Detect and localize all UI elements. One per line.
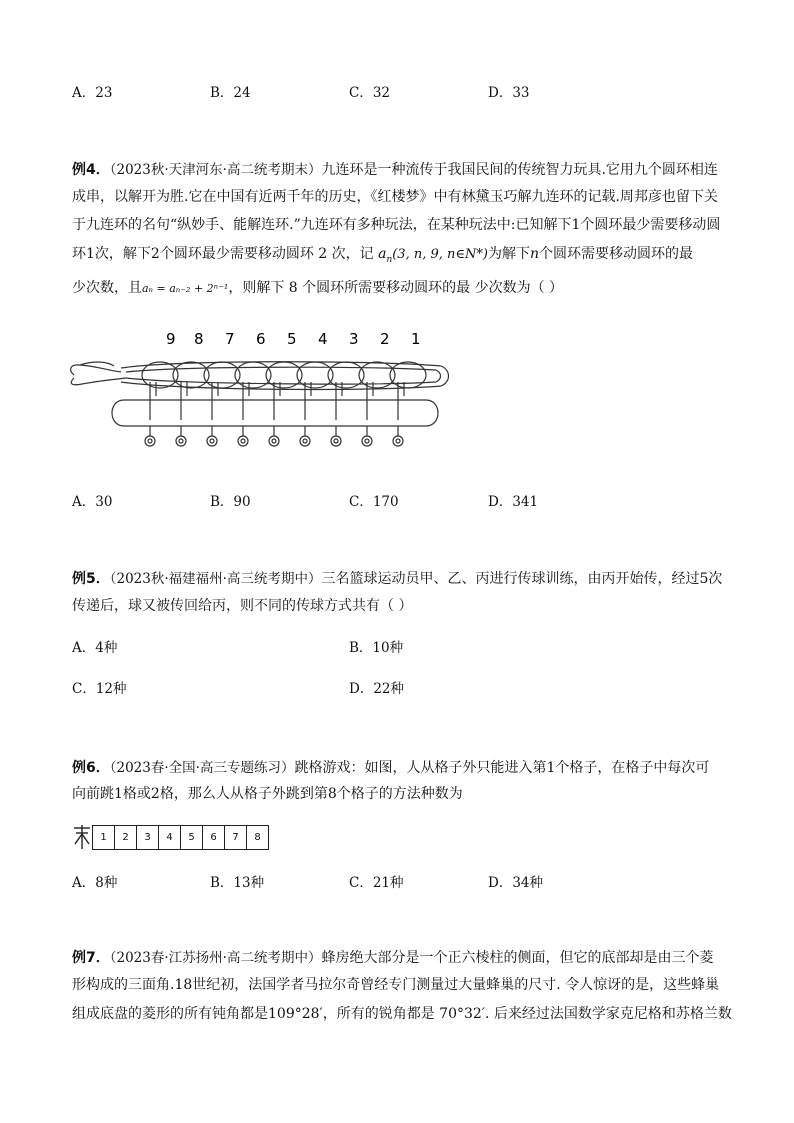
ex6-option-a: A．8种 <box>72 875 118 891</box>
ex6-line1 <box>72 756 709 777</box>
ring-number: 6 <box>256 330 266 348</box>
ring-number: 2 <box>380 330 390 348</box>
ex4-line5-b: ，则解下 8 个圆环所需要移动圆环的最 少次数为（ ） <box>228 280 564 296</box>
ring-number: 3 <box>349 330 359 348</box>
ex4-option-c: C．170 <box>349 494 399 510</box>
ex4-option-b: B．90 <box>210 494 251 510</box>
ex4-option-a: A．30 <box>72 494 113 510</box>
ring-number: 8 <box>194 330 204 348</box>
ex5-option-d: D．22种 <box>349 681 405 697</box>
ex6-label: 例6． <box>72 760 110 776</box>
ex5-option-a: A．4种 <box>72 640 118 656</box>
option-d: D．33 <box>488 85 530 101</box>
ex7-label: 例7． <box>72 950 110 966</box>
ex5-source: （2023秋·福建福州·高三统考期中） <box>109 571 322 587</box>
ex4-line4-a: 环1次，解下2个圆环最少需要移动圆环 2 次，记 <box>72 246 374 262</box>
ex4-math-sub: n <box>386 254 393 265</box>
ex4-line3: 于九连环的名句“纵妙手、能解连环.”九连环有多种玩法，在某种玩法中:已知解下1个圆环最少需要移动圆 <box>72 217 721 233</box>
ex4-option-d: D．341 <box>488 494 539 510</box>
ex4-line4-b: 为解下 <box>487 246 530 262</box>
ex5-label: 例5． <box>72 571 110 587</box>
nine-ring-puzzle-figure <box>66 320 456 470</box>
ex6-option-b: B．13种 <box>210 875 265 891</box>
grid-cell: 4 <box>159 825 181 850</box>
ex4-formula: aₙ = aₙ₋₂ + 2ⁿ⁻¹ <box>142 282 229 295</box>
ex4-line4-n: n <box>529 246 539 262</box>
ex7-source: （2023春·江苏扬州·高二统考期中） <box>109 950 322 966</box>
ex6-source: （2023春·全国·高三专题练习） <box>109 760 295 776</box>
ring-number: 5 <box>287 330 297 348</box>
grid-cell: 1 <box>92 825 115 850</box>
ring-number: 1 <box>411 330 421 348</box>
grid-cell: 2 <box>115 825 137 850</box>
ring-number: 4 <box>318 330 328 348</box>
grid-cell: 8 <box>247 825 269 850</box>
grid-cell: 5 <box>181 825 203 850</box>
hop-grid-figure <box>72 823 269 851</box>
ex7-line1 <box>72 946 713 967</box>
ex4-source: （2023秋·天津河东·高二统考期末） <box>109 162 322 178</box>
ex4-math-args: (3, n, 9, n∈N*) <box>392 247 488 262</box>
grid-cell: 6 <box>203 825 225 850</box>
ex6-line2: 向前跳1格或2格，那么人从格子外跳到第8个格子的方法种数为 <box>72 786 463 802</box>
ex5-option-b: B．10种 <box>349 640 404 656</box>
stick-figure-icon <box>72 824 92 850</box>
ring-number: 9 <box>166 330 176 348</box>
option-a: A．23 <box>72 85 113 101</box>
ex7-text-1: 蜂房绝大部分是一个正六棱柱的侧面，但它的底部却是由三个菱 <box>321 950 714 966</box>
ex4-text-1: 九连环是一种流传于我国民间的传统智力玩具.它用九个圆环相连 <box>321 162 718 178</box>
ex4-line5 <box>72 277 563 297</box>
grid-cell: 3 <box>137 825 159 850</box>
ex7-line2: 形构成的三面角.18世纪初，法国学者马拉尔奇曾经专门测量过大量蜂巢的尺寸. 令人惊讶的是，这些蜂巢 <box>72 977 720 993</box>
option-c: C．32 <box>349 85 391 101</box>
ex6-option-c: C．21种 <box>349 875 404 891</box>
ex5-text-1: 三名篮球运动员甲、乙、丙进行传球训练，由丙开始传，经过5次 <box>321 571 723 587</box>
ex4-line4 <box>72 243 693 265</box>
ex4-line5-a: 少次数，且 <box>72 280 142 296</box>
ex4-line4-c: 个圆环需要移动圆环的最 <box>539 246 693 262</box>
option-b: B．24 <box>210 85 251 101</box>
grid-cell: 7 <box>225 825 247 850</box>
ex4-line1 <box>72 158 718 179</box>
ex5-line1 <box>72 567 722 588</box>
ex4-line2: 成串，以解开为胜.它在中国有近两千年的历史，《红楼梦》中有林黛玉巧解九连环的记载.周邦彦也留下关 <box>72 189 718 205</box>
ex6-option-d: D．34种 <box>488 875 544 891</box>
ex5-line2: 传递后，球又被传回给丙，则不同的传球方式共有（ ） <box>72 598 413 614</box>
ex4-label: 例4． <box>72 162 110 178</box>
ex6-text-1: 跳格游戏：如图，人从格子外只能进入第1个格子，在格子中每次可 <box>294 760 710 776</box>
ex5-option-c: C．12种 <box>72 681 127 697</box>
ex7-line3: 组成底盘的菱形的所有钝角都是109°28′，所有的锐角都是 70°32′. 后来经过法国数学家克尼格和苏格兰数 <box>72 1006 732 1022</box>
ex4-math-a: a <box>378 246 387 262</box>
ring-number: 7 <box>225 330 235 348</box>
